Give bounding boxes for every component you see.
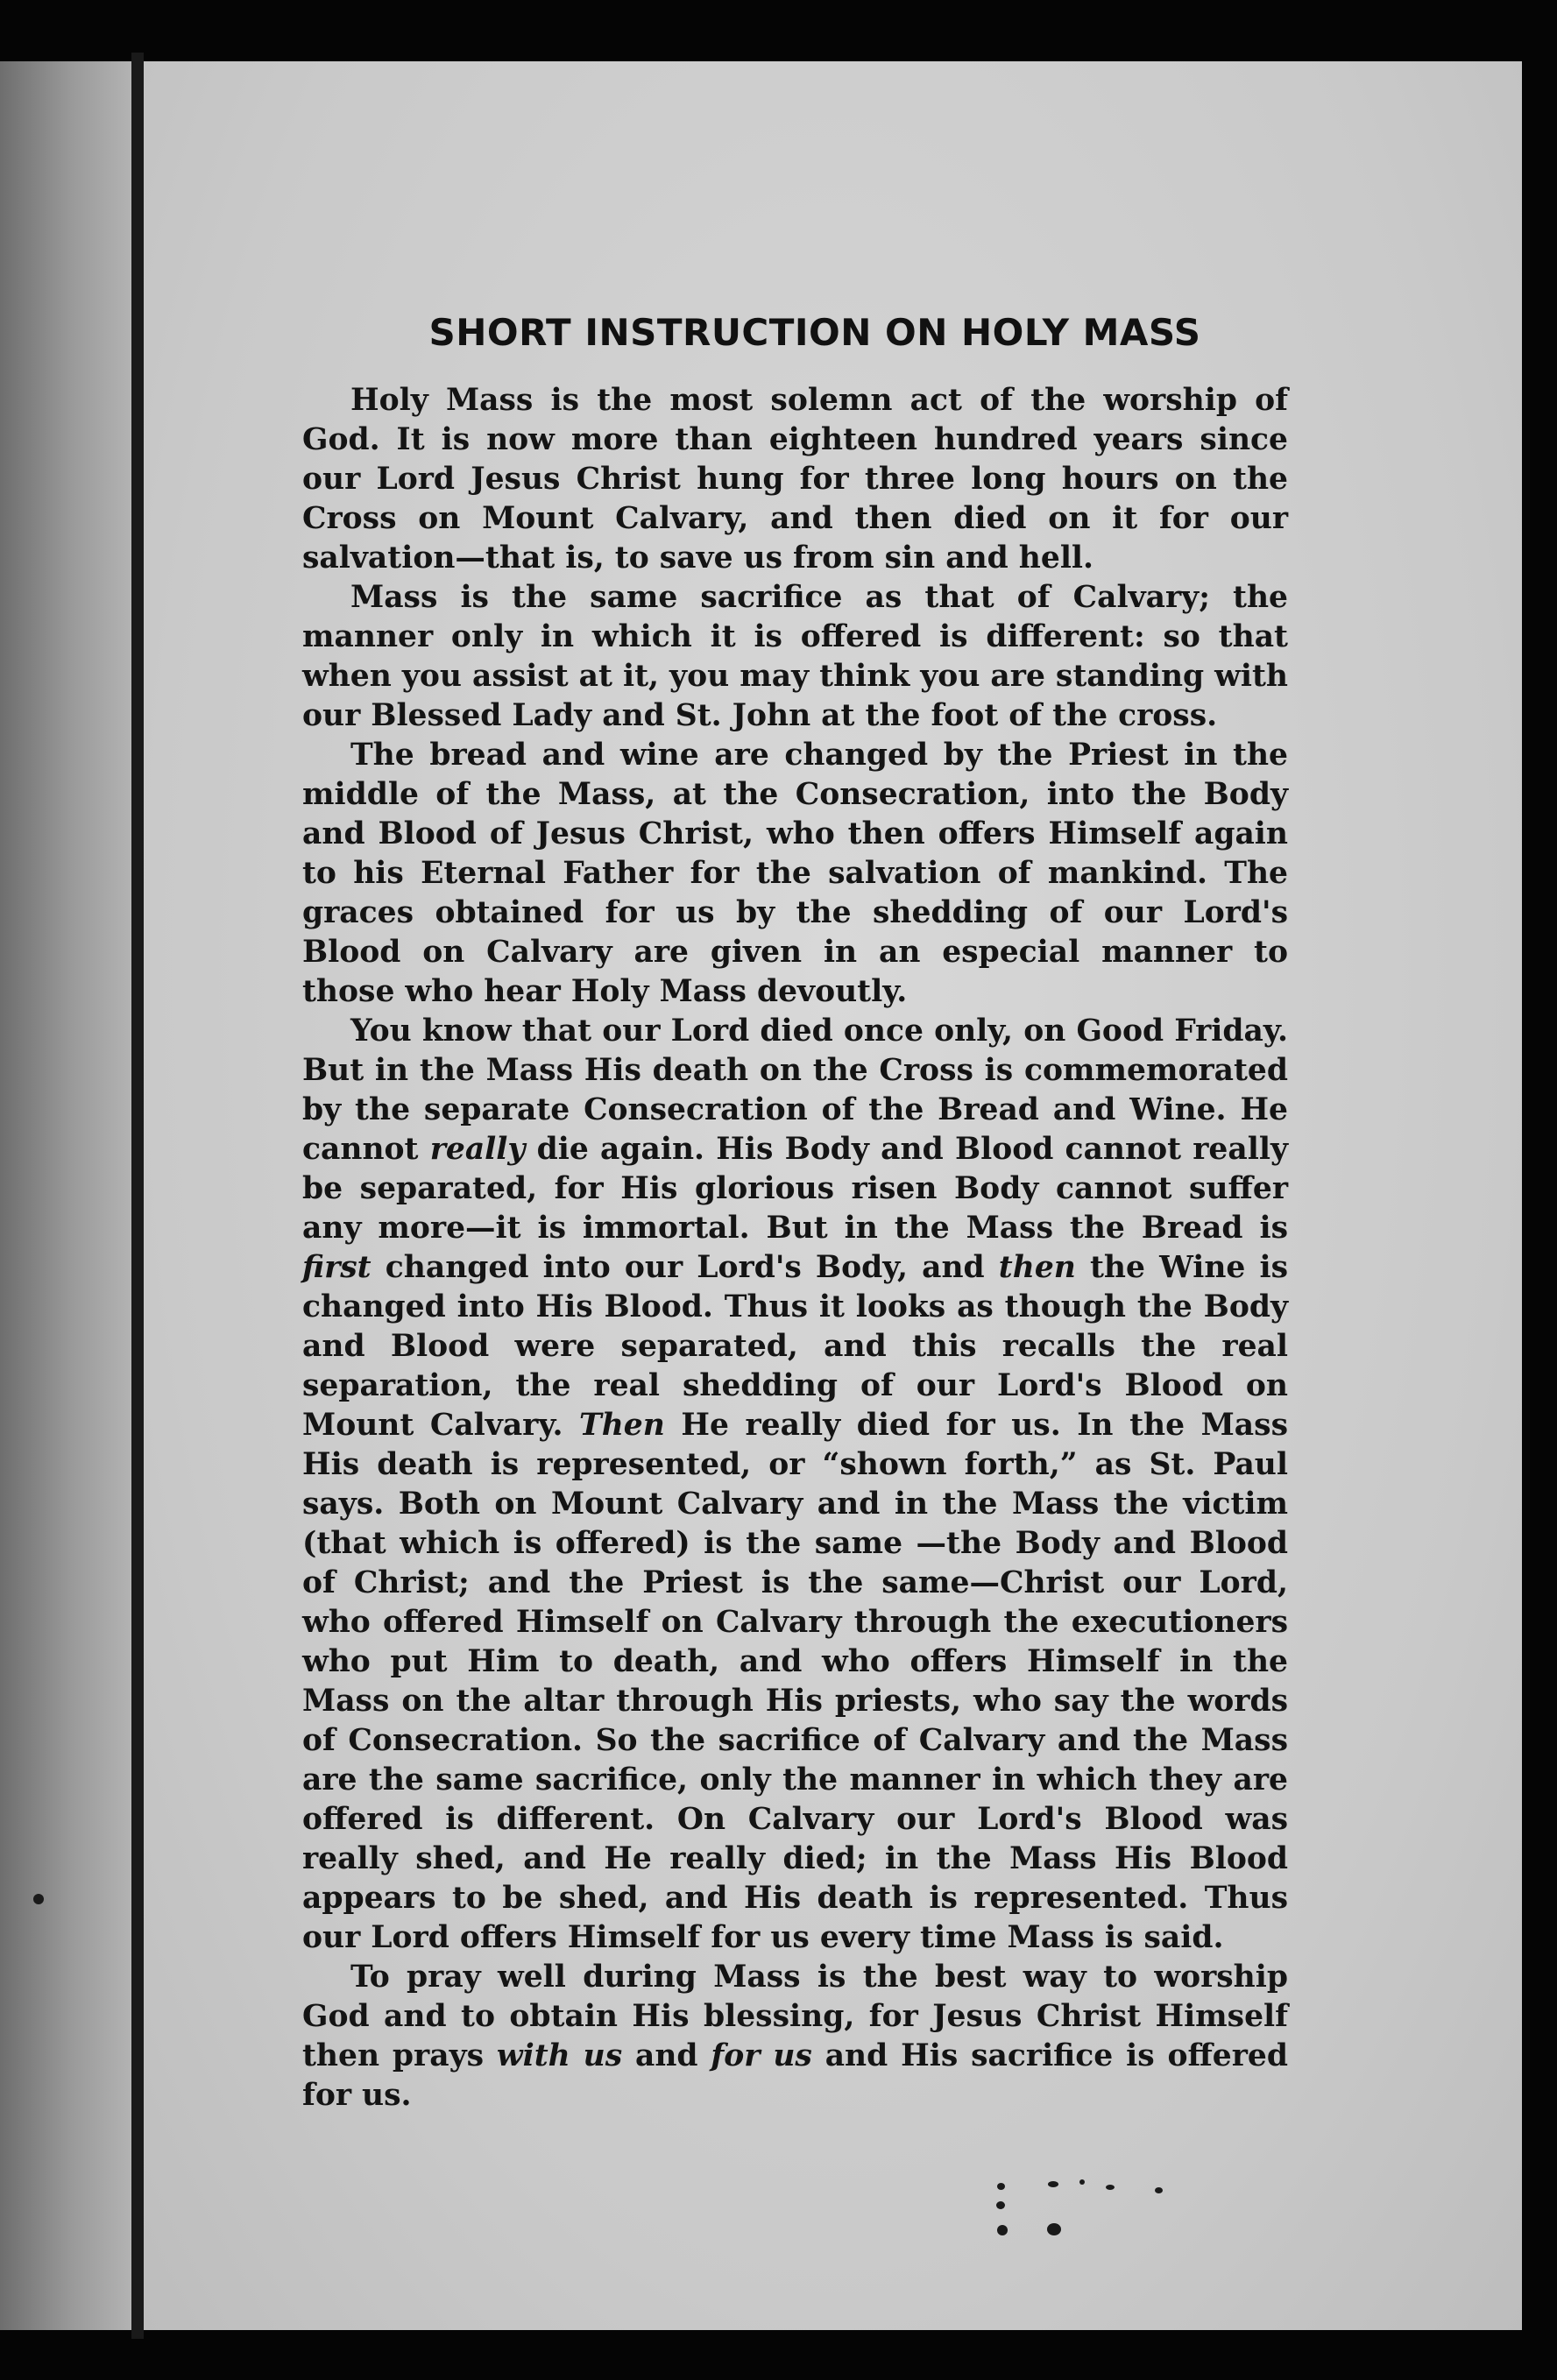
- paragraph-text: and: [622, 2038, 711, 2073]
- page-gutter: [131, 53, 144, 2339]
- ink-speck: [1048, 2181, 1058, 2187]
- paragraph: [302, 381, 1288, 578]
- emphasis-text: then: [998, 1250, 1076, 1285]
- paragraph: [302, 578, 1288, 736]
- body-text: [302, 381, 1288, 2115]
- paragraph-text: Mass is the same sacrifice as that of Calvary; the manner only in which it is offered is different: so that when you assist at it, you may think you are standing with our Blessed Lady and St. John at the foot of the cross.: [302, 580, 1288, 733]
- emphasis-text: really: [429, 1132, 526, 1167]
- ink-speck: [1079, 2179, 1085, 2185]
- paragraph-text: and His sacrifice is offered for us.: [302, 2038, 1289, 2113]
- ink-speck: [1155, 2187, 1163, 2193]
- page-title: SHORT INSTRUCTION ON HOLY MASS: [428, 311, 1201, 354]
- paragraph-text: the Wine is changed into His Blood. Thus it looks as though the Body and Blood were separated, and this recalls the real separation, the real shedding of our Lord's Blood on Mount Calvary.: [302, 1250, 1289, 1443]
- adjacent-page-edge: [0, 61, 131, 2330]
- paragraph: [302, 736, 1288, 1012]
- ink-speck: [997, 2225, 1008, 2235]
- ink-speck: [1106, 2185, 1115, 2190]
- paragraph: [302, 1958, 1288, 2115]
- emphasis-text: for us: [711, 2038, 812, 2073]
- paragraph-text: To pray well during Mass is the best way to worship God and to obtain His blessing, for Jesus Christ Himself then prays: [302, 1960, 1288, 2073]
- paragraph-text: changed into our Lord's Body, and: [371, 1250, 999, 1285]
- paragraph: [302, 1012, 1288, 1958]
- ink-speck: [33, 1894, 44, 1904]
- paragraph-text: He really died for us. In the Mass His death is represented, or “shown forth,” as St. Paul says. Both on Mount Calvary and in the Mass the victim (that which is offered) is the same —the Body and Blood of Christ; and the Priest is the same—Christ our Lord, who offered Himself on Calvary through the executioners who put Him to death, and who offers Himself in the Mass on the altar through His priests, who say the words of Consecration. So the sacrifice of Calvary and the Mass are the same sacrifice, only the manner in which they are offered is different. On Calvary our Lord's Blood was really shed, and He really died; in the Mass His Blood appears to be shed, and His death is represented. Thus our Lord offers Himself for us every time Mass is said.: [302, 1408, 1288, 1955]
- paragraph-text: Holy Mass is the most solemn act of the worship of God. It is now more than eighteen hundred years since our Lord Jesus Christ hung for three long hours on the Cross on Mount Calvary, and then died on it for our salvation—that is, to save us from sin and hell.: [302, 383, 1288, 576]
- ink-speck: [1047, 2223, 1061, 2235]
- ink-speck: [997, 2183, 1005, 2190]
- paragraph-text: die again. His Body and Blood cannot really be separated, for His glorious risen Body cannot suffer any more—it is immortal. But in the Mass the Bread is: [302, 1132, 1288, 1246]
- paragraph-text: You know that our Lord died once only, on Good Friday. But in the Mass His death on the Cross is commemorated by the separate Consecration of the Bread and Wine. He cannot: [302, 1013, 1288, 1167]
- emphasis-text: with us: [496, 2038, 623, 2073]
- emphasis-text: first: [302, 1250, 372, 1285]
- emphasis-text: Then: [579, 1408, 665, 1443]
- ink-speck: [996, 2201, 1005, 2209]
- paragraph-text: The bread and wine are changed by the Priest in the middle of the Mass, at the Consecration, into the Body and Blood of Jesus Christ, who then offers Himself again to his Eternal Father for the salvation of mankind. The graces obtained for us by the shedding of our Lord's Blood on Calvary are given in an especial manner to those who hear Holy Mass devoutly.: [302, 738, 1288, 1009]
